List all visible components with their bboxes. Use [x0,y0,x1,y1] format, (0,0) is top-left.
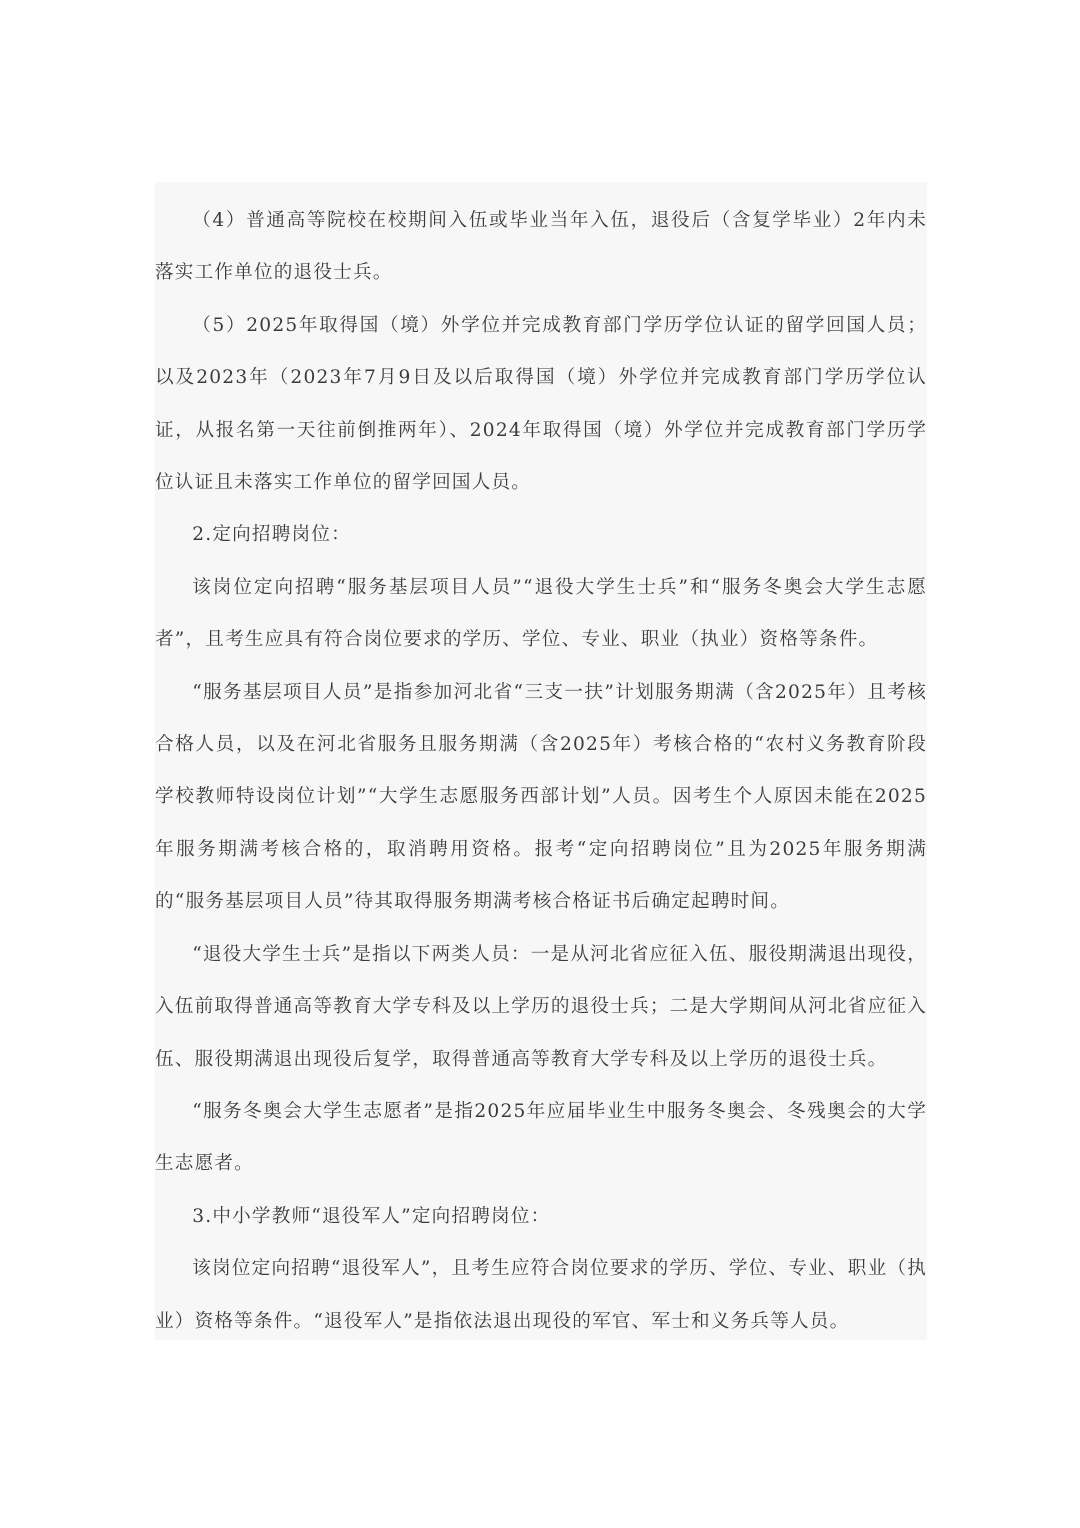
paragraph-veteran-posts-intro: 该岗位定向招聘“退役军人”，且考生应符合岗位要求的学历、学位、专业、职业（执业）资格等条件。“退役军人”是指依法退出现役的军官、军士和义务兵等人员。 [155,1258,927,1332]
paragraph-grassroots-project-personnel: “服务基层项目人员”是指参加河北省“三支一扶”计划服务期满（含2025年）且考核合格人员，以及在河北省服务且服务期满（含2025年）考核合格的“农村义务教育阶段学校教师特设岗位计划”“大学生志愿服务西部计划”人员。因考生个人原因未能在2025年服务期满考核合格的，取消聘用资格。报考“定向招聘岗位”且为2025年服务期满的“服务基层项目人员”待其取得服务期满考核合格证书后确定起聘时间。 [155,681,927,913]
section-heading-veteran-teacher-posts: 3.中小学教师“退役军人”定向招聘岗位： [192,1205,551,1227]
paragraph-winter-olympics-volunteers: “服务冬奥会大学生志愿者”是指2025年应届毕业生中服务冬奥会、冬残奥会的大学生志愿者。 [155,1100,927,1175]
section-heading-directed-posts: 2.定向招聘岗位： [192,524,351,546]
document-body [155,182,927,1340]
paragraph-item-5: （5）2025年取得国（境）外学位并完成教育部门学历学位认证的留学回国人员；以及2023年（2023年7月9日及以后取得国（境）外学位并完成教育部门学历学位认证，从报名第一天往前倒推两年）、2024年取得国（境）外学位并完成教育部门学历学位认证且未落实工作单位的留学回国人员。 [155,314,927,494]
paragraph-item-4: （4）普通高等院校在校期间入伍或毕业当年入伍，退役后（含复学毕业）2年内未落实工作单位的退役士兵。 [155,210,927,284]
paragraph-directed-posts-intro: 该岗位定向招聘“服务基层项目人员”“退役大学生士兵”和“服务冬奥会大学生志愿者”，且考生应具有符合岗位要求的学历、学位、专业、职业（执业）资格等条件。 [155,576,927,651]
paragraph-retired-student-soldiers: “退役大学生士兵”是指以下两类人员：一是从河北省应征入伍、服役期满退出现役，入伍前取得普通高等教育大学专科及以上学历的退役士兵；二是大学期间从河北省应征入伍、服役期满退出现役后复学，取得普通高等教育大学专科及以上学历的退役士兵。 [155,943,927,1070]
